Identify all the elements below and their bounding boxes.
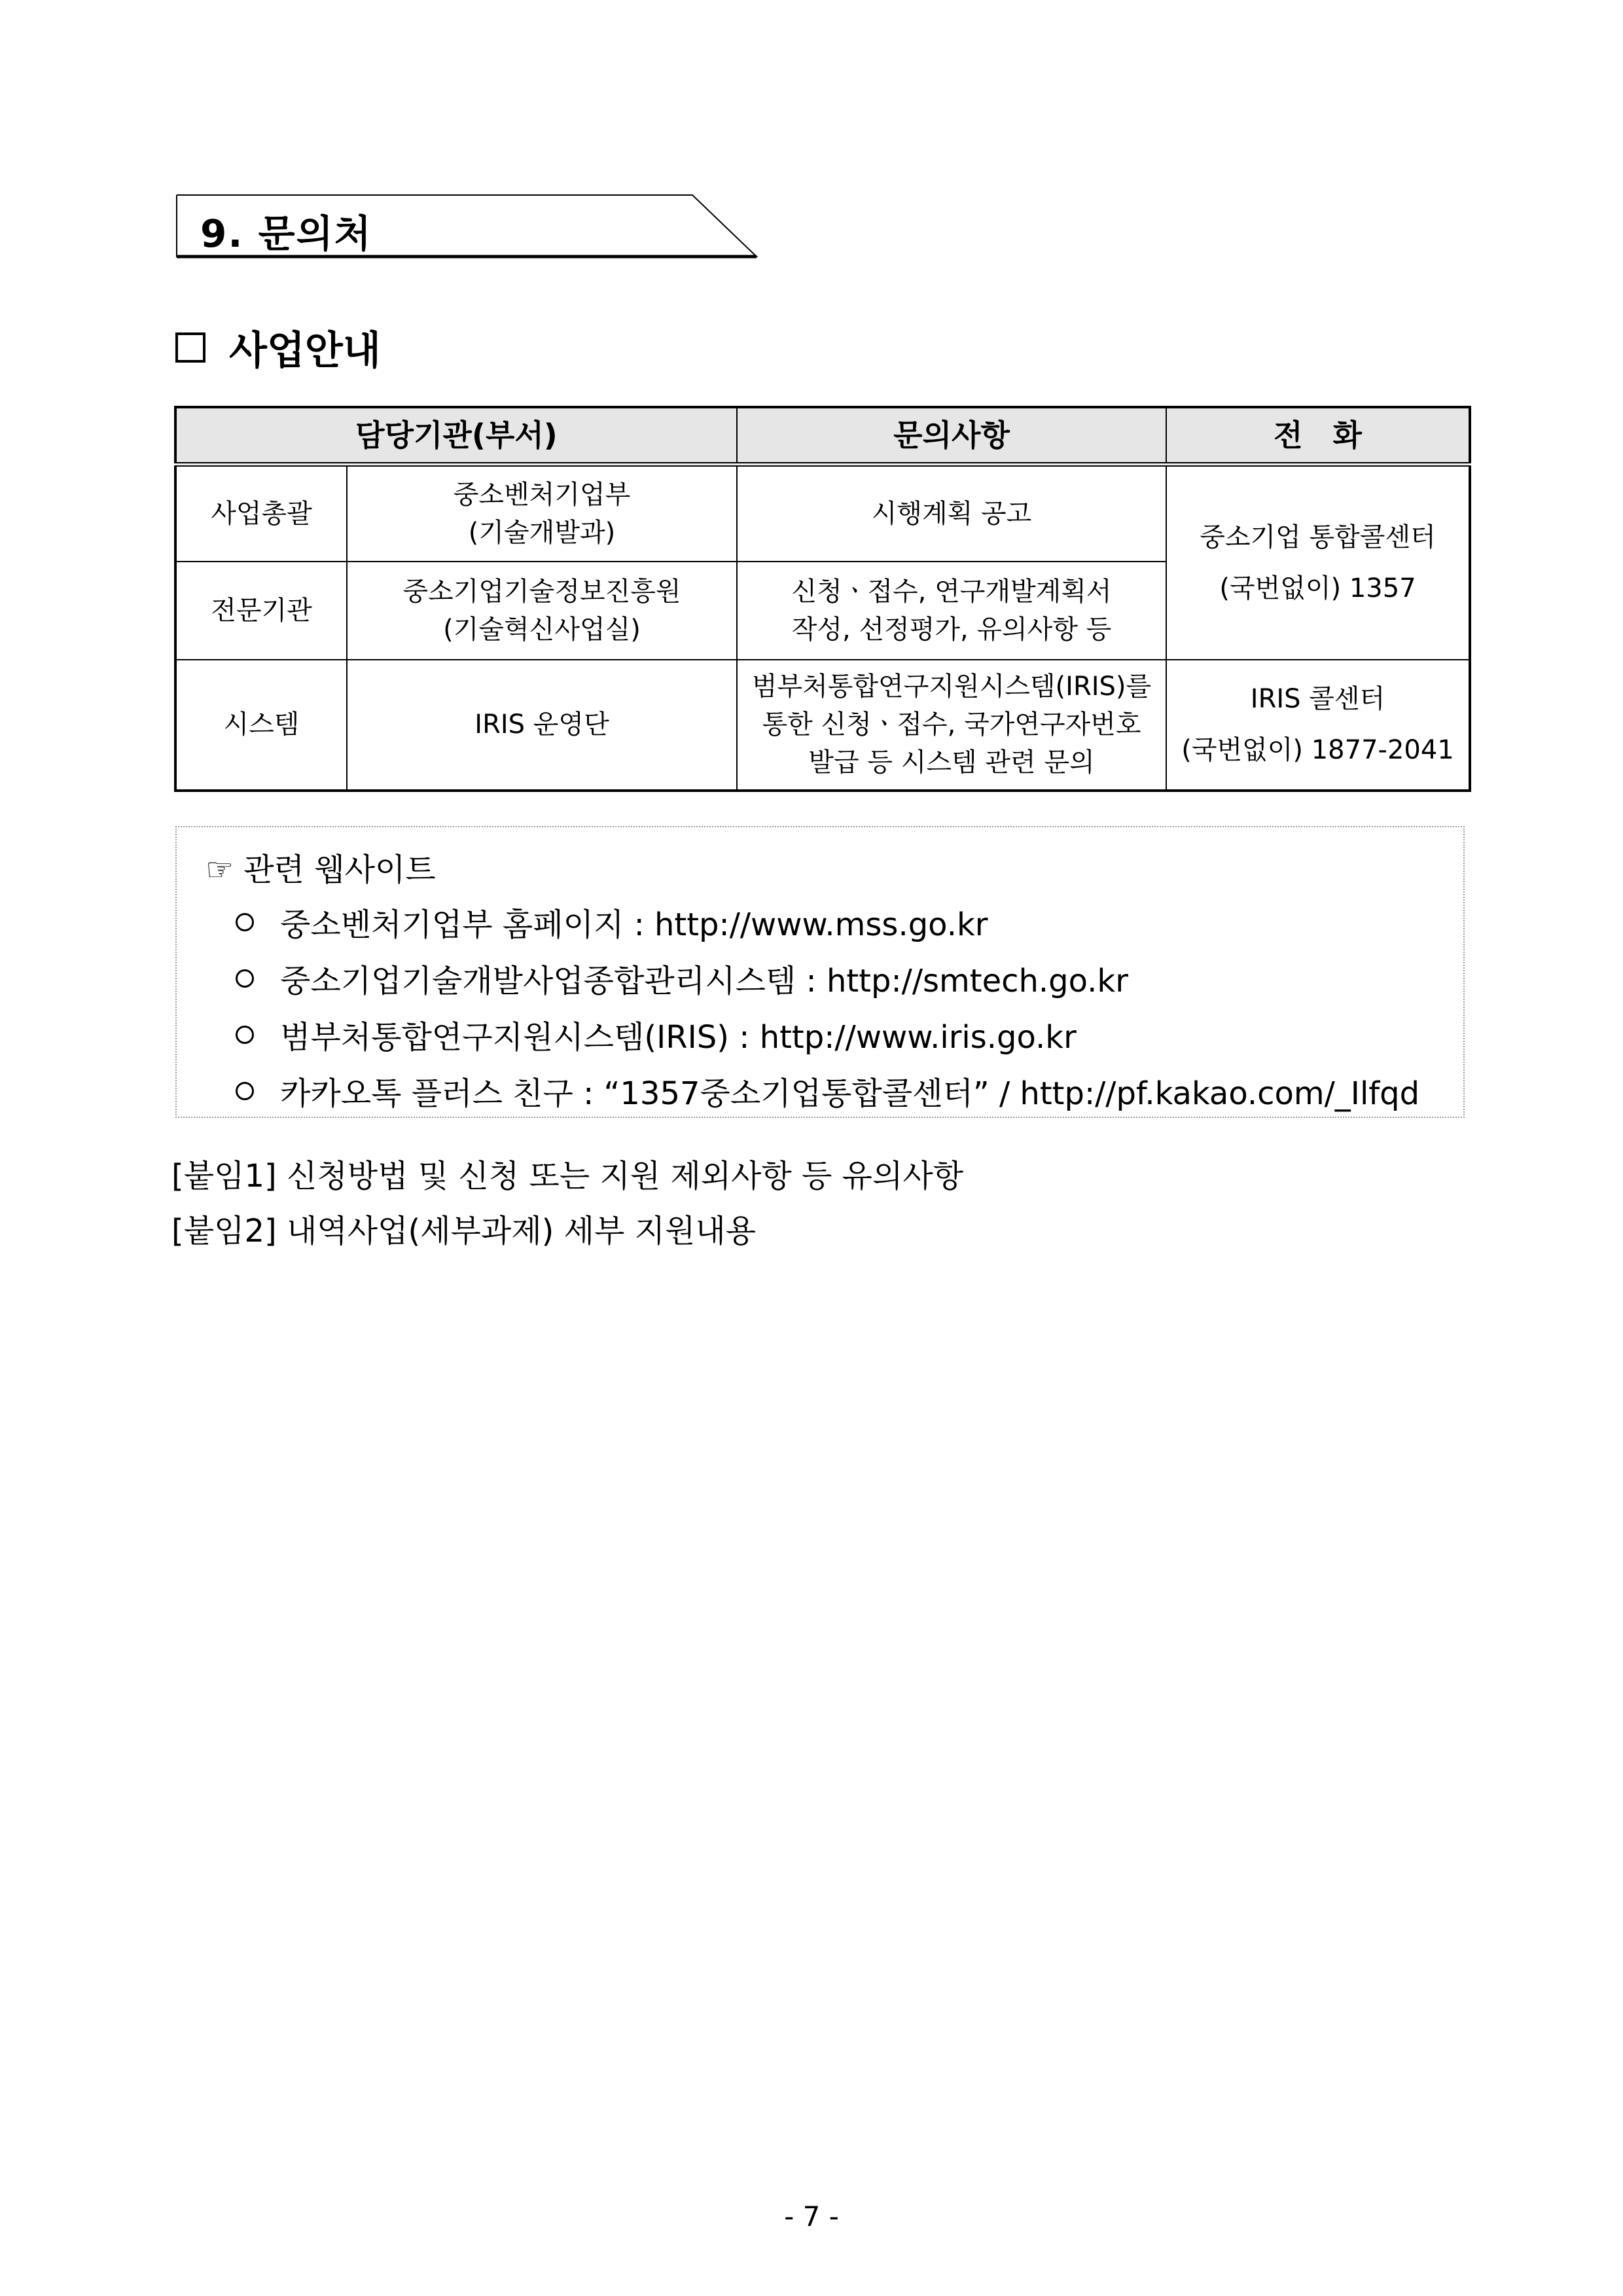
section-title-box xyxy=(175,194,758,259)
inquiry-line: 범부처통합연구지원시스템(IRIS)를 xyxy=(751,672,1152,702)
circle-bullet-icon xyxy=(236,913,254,931)
checkbox-square-icon xyxy=(175,332,205,363)
dept-line: (기술개발과) xyxy=(468,517,616,548)
circle-bullet-icon xyxy=(236,1026,254,1044)
phone-line: (국번없이) 1357 xyxy=(1219,573,1416,603)
row-department xyxy=(347,562,737,660)
inquiry-line: 발급 등 시스템 관련 문의 xyxy=(808,747,1095,778)
row-category: 시스템 xyxy=(175,660,347,791)
row-inquiry xyxy=(737,562,1166,660)
dept-line: 중소기업기술정보진흥원 xyxy=(402,576,681,607)
website-label[interactable]: 중소기업기술개발사업종합관리시스템 : http://smtech.go.kr xyxy=(280,963,1128,999)
attachment-line: [붙임2] 내역사업(세부과제) 세부 지원내용 xyxy=(171,1213,757,1249)
phone-line: IRIS 콜센터 xyxy=(1250,684,1385,714)
header-department: 담당기관(부서) xyxy=(175,407,737,465)
website-link-item[interactable] xyxy=(236,956,1128,1001)
circle-bullet-icon xyxy=(236,969,254,988)
row-department xyxy=(347,465,737,562)
website-link-item[interactable] xyxy=(236,899,988,944)
table-row xyxy=(175,465,1470,562)
subheading xyxy=(175,319,381,376)
table-row xyxy=(175,660,1470,791)
row-inquiry xyxy=(737,660,1166,791)
page-number: - 7 - xyxy=(784,2200,839,2233)
circle-bullet-icon xyxy=(236,1082,254,1100)
related-websites-box xyxy=(175,826,1465,1118)
header-phone: 전 화 xyxy=(1166,407,1470,465)
website-link-item[interactable] xyxy=(236,1012,1077,1057)
website-link-item[interactable] xyxy=(236,1068,1419,1113)
row-category: 사업총괄 xyxy=(175,465,347,562)
dept-line: 중소벤처기업부 xyxy=(453,479,631,510)
contact-table xyxy=(174,406,1471,792)
row-inquiry: 시행계획 공고 xyxy=(737,465,1166,562)
header-inquiry: 문의사항 xyxy=(737,407,1166,465)
website-label[interactable]: 카카오톡 플러스 친구 : “1357중소기업통합콜센터” / http://pf.kakao.com/_Ilfqd xyxy=(280,1075,1420,1112)
website-label[interactable]: 중소벤처기업부 홈페이지 : http://www.mss.go.kr xyxy=(280,906,988,943)
attachment-line: [붙임1] 신청방법 및 신청 또는 지원 제외사항 등 유의사항 xyxy=(171,1158,964,1194)
phone-cell xyxy=(1166,465,1470,660)
table-header-row xyxy=(175,407,1470,465)
inquiry-line: 통한 신청ㆍ접수, 국가연구자번호 xyxy=(762,709,1141,740)
pointing-hand-icon: ☞ xyxy=(205,852,234,888)
heading-text: 관련 웹사이트 xyxy=(243,852,436,888)
dept-line: (기술혁신사업실) xyxy=(443,614,641,645)
phone-line: (국번없이) 1877-2041 xyxy=(1181,735,1454,765)
phone-line: 중소기업 통합콜센터 xyxy=(1200,522,1436,552)
inquiry-line: 작성, 선정평가, 유의사항 등 xyxy=(791,614,1112,645)
row-category: 전문기관 xyxy=(175,562,347,660)
section-title: 9. 문의처 xyxy=(200,211,372,256)
phone-cell xyxy=(1166,660,1470,791)
related-websites-heading xyxy=(205,844,436,889)
inquiry-line: 신청ㆍ접수, 연구개발계획서 xyxy=(791,576,1112,607)
website-label[interactable]: 범부처통합연구지원시스템(IRIS) : http://www.iris.go.kr xyxy=(280,1019,1077,1056)
subheading-text: 사업안내 xyxy=(229,328,381,374)
row-department: IRIS 운영단 xyxy=(347,660,737,791)
